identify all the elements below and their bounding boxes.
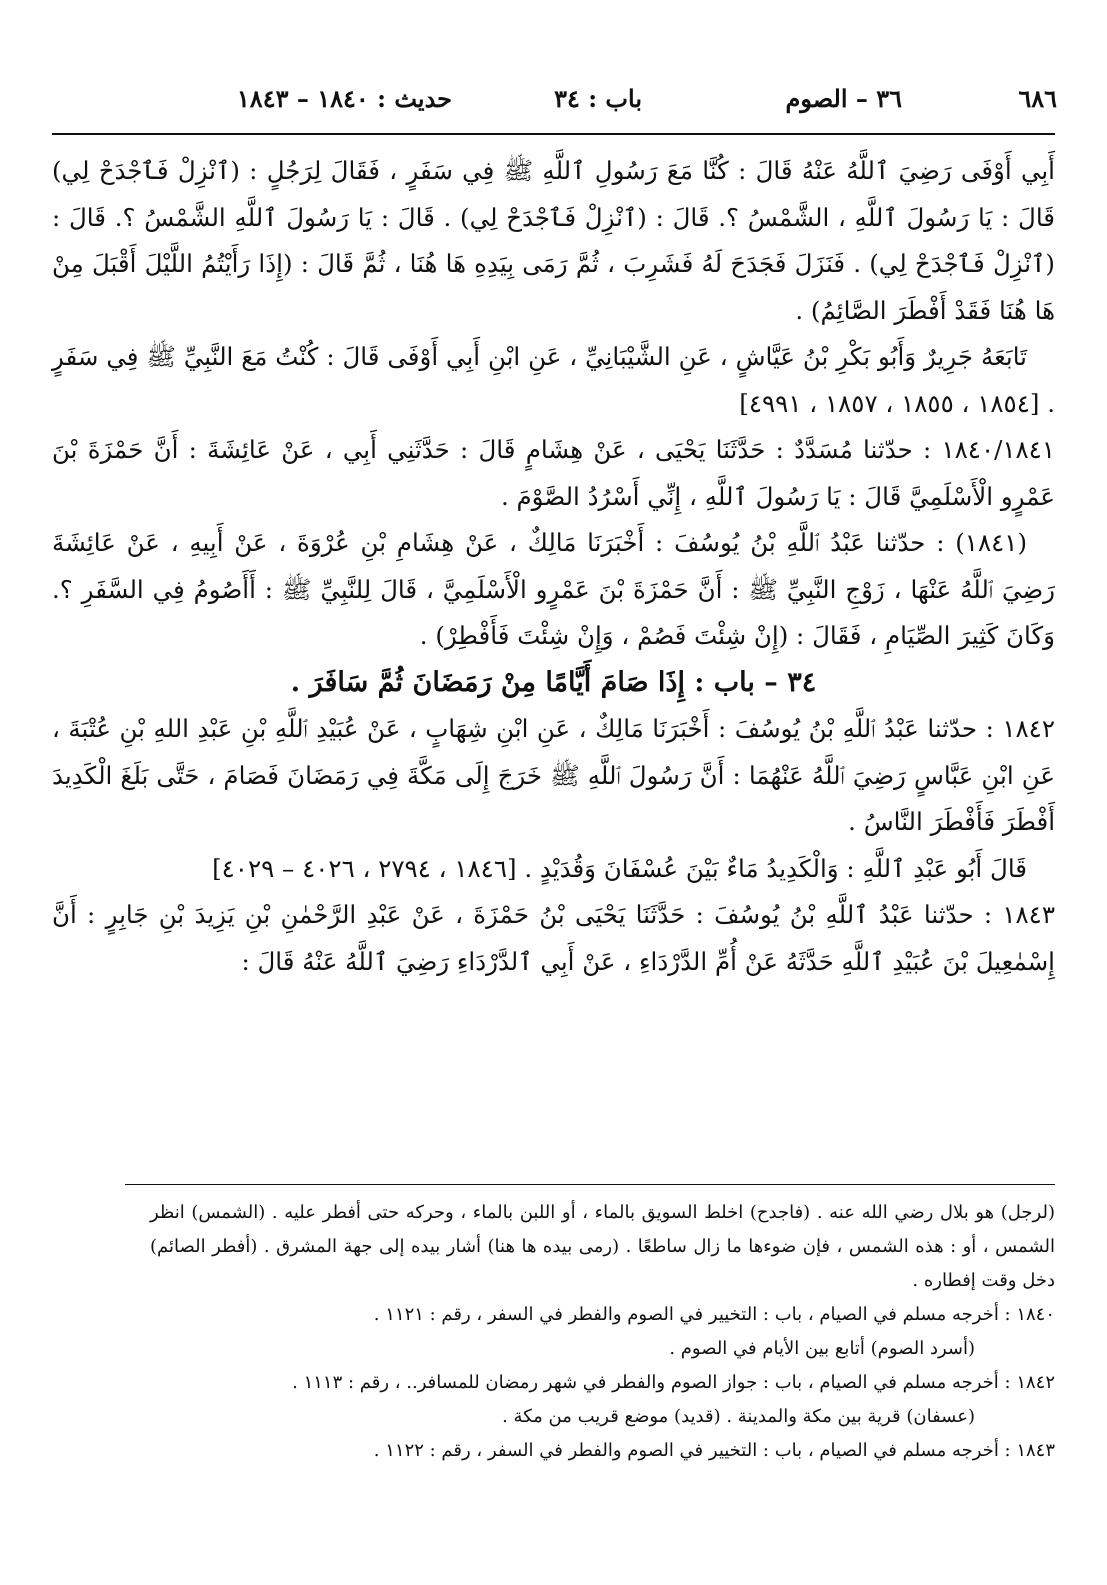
paragraph: ١٨٤٢ : حدّثنا عَبْدُ ٱللَّهِ بْنُ يُوسُفَ : أَخْبَرَنَا مَالِكٌ ، عَنِ ابْنِ شِهَابٍ ، عَنْ عُبَيْدِ ٱللَّهِ بْنِ عَبْدِ اللهِ بْنِ عُتْبَةَ ، عَنِ ابْنِ عَبَّاسٍ رَضِيَ ٱللَّهُ عَنْهُمَا : أَنَّ رَسُولَ ٱللَّهِ ﷺ خَرَجَ إِلَى مَكَّةَ فِي رَمَضَانَ فَصَامَ ، حَتَّى بَلَغَ الْكَدِيدَ أَفْطَرَ فَأَفْطَرَ النَّاسُ . — [52, 714, 1055, 836]
footnote: ١٨٤٠ : أخرجه مسلم في الصيام ، باب : التخيير في الصوم والفطر في السفر ، رقم : ١١٢١ . — [373, 1304, 1055, 1325]
paragraph: (١٨٤١) : حدّثنا عَبْدُ ٱللَّهِ بْنُ يُوسُفَ : أَخْبَرَنَا مَالِكٌ ، عَنْ هِشَامِ بْنِ عُرْوَةَ ، عَنْ أَبِيهِ ، عَنْ عَائِشَةَ رَضِيَ ٱللَّهُ عَنْهَا ، زَوْجِ النَّبِيِّ ﷺ : أَنَّ حَمْزَةَ بْنَ عَمْرٍو الْأَسْلَمِيَّ ، قَالَ لِلنَّبِيِّ ﷺ : أَأَصُومُ فِي السَّفَرِ ؟. وَكَانَ كَثِيرَ الصِّيَامِ ، فَقَالَ : (إِنْ شِئْتَ فَصُمْ ، وَإِنْ شِئْتَ فَأَفْطِرْ) . — [52, 528, 1055, 650]
page-header — [52, 84, 1057, 124]
footnote: ١٨٤٢ : أخرجه مسلم في الصيام ، باب : جواز الصوم والفطر في شهر رمضان للمسافر.. ، رقم : ١١١٣ . — [292, 1372, 1055, 1393]
footnote: (لرجل) هو بلال رضي الله عنه . (فاجدح) اخلط السويق بالماء ، أو اللبن بالماء ، وحركه حتى أفطر عليه . (الشمس) انظر الشمس ، أو : هذه الشمس ، فإن ضوءها ما زال ساطعًا . (رمى بيده ها هنا) أشار بيده إلى جهة المشرق . (أفطر الصائم) دخل وقت إفطاره . — [150, 1202, 1055, 1291]
footnote-divider — [125, 1184, 1055, 1185]
footnote: ١٨٤٣ : أخرجه مسلم في الصيام ، باب : التخيير في الصوم والفطر في السفر ، رقم : ١١٢٢ . — [373, 1440, 1055, 1461]
header-divider — [52, 133, 1055, 135]
hadith-range: حديث : ١٨٤٠ – ١٨٤٣ — [236, 84, 452, 113]
chapter-heading: ٣٤ – باب : إِذَا صَامَ أَيَّامًا مِنْ رَمَضَانَ ثُمَّ سَافَرَ . — [290, 666, 817, 698]
chapter-number: باب : ٣٤ — [554, 84, 642, 113]
book-title: ٣٦ – الصوم — [785, 84, 902, 113]
footnote: (عسفان) قرية بين مكة والمدينة . (قديد) موضع قريب من مكة . — [502, 1406, 975, 1427]
paragraph: ١٨٤٣ : حدّثنا عَبْدُ ٱللَّهِ بْنُ يُوسُفَ : حَدَّثَنَا يَحْيَى بْنُ حَمْزَةَ ، عَنْ عَبْدِ الرَّحْمٰنِ بْنِ يَزِيدَ بْنِ جَابِرٍ : أَنَّ إِسْمٰعِيلَ بْنَ عُبَيْدِ ٱللَّهِ حَدَّثَهُ عَنْ أُمِّ الدَّرْدَاءِ ، عَنْ أَبِي ٱلدَّرْدَاءِ رَضِيَ ٱللَّهُ عَنْهُ قَالَ : — [52, 900, 1055, 976]
footnote: (أسرد الصوم) أتابع بين الأيام في الصوم . — [669, 1338, 975, 1359]
footnotes — [150, 1196, 1055, 1468]
main-text — [52, 148, 1055, 985]
paragraph: ١٨٤٠/١٨٤١ : حدّثنا مُسَدَّدٌ : حَدَّثَنَا يَحْيَى ، عَنْ هِشَامٍ قَالَ : حَدَّثَنِي أَبِي ، عَنْ عَائِشَةَ : أَنَّ حَمْزَةَ بْنَ عَمْرٍو الْأَسْلَمِيَّ قَالَ : يَا رَسُولَ ٱللَّهِ ، إِنِّي أَسْرُدُ الصَّوْمَ . — [52, 435, 1055, 511]
page-number: ٦٨٦ — [1018, 84, 1057, 113]
paragraph: تَابَعَهُ جَرِيرٌ وَأَبُو بَكْرِ بْنُ عَيَّاشٍ ، عَنِ الشَّيْبَانِيِّ ، عَنِ ابْنِ أَبِي أَوْفَى قَالَ : كُنْتُ مَعَ النَّبِيِّ ﷺ فِي سَفَرٍ . [١٨٥٤ ، ١٨٥٥ ، ١٨٥٧ ، ٤٩٩١] — [52, 342, 1055, 418]
paragraph: أَبِي أَوْفَى رَضِيَ ٱللَّهُ عَنْهُ قَالَ : كُنَّا مَعَ رَسُولِ ٱللَّهِ ﷺ فِي سَفَرٍ ، فَقَالَ لِرَجُلٍ : (ٱنْزِلْ فَٱجْدَحْ لِي) قَالَ : يَا رَسُولَ ٱللَّهِ ، الشَّمْسُ ؟. قَالَ : (ٱنْزِلْ فَٱجْدَحْ لِي) . قَالَ : يَا رَسُولَ ٱللَّهِ الشَّمْسُ ؟. قَالَ : (ٱنْزِلْ فَٱجْدَحْ لِي) . فَنَزَلَ فَجَدَحَ لَهُ فَشَرِبَ ، ثُمَّ رَمَى بِيَدِهِ هَا هُنَا ، ثُمَّ قَالَ : (إِذَا رَأَيْتُمُ اللَّيْلَ أَقْبَلَ مِنْ هَا هُنَا فَقَدْ أَفْطَرَ الصَّائِمُ) . — [52, 156, 1055, 325]
paragraph: قَالَ أَبُو عَبْدِ ٱللَّهِ : وَالْكَدِيدُ مَاءٌ بَيْنَ عُسْفَانَ وَقُدَيْدٍ . [١٨٤٦ ، ٢٧٩٤ ، ٤٠٢٦ – ٤٠٢٩] — [212, 853, 1027, 883]
